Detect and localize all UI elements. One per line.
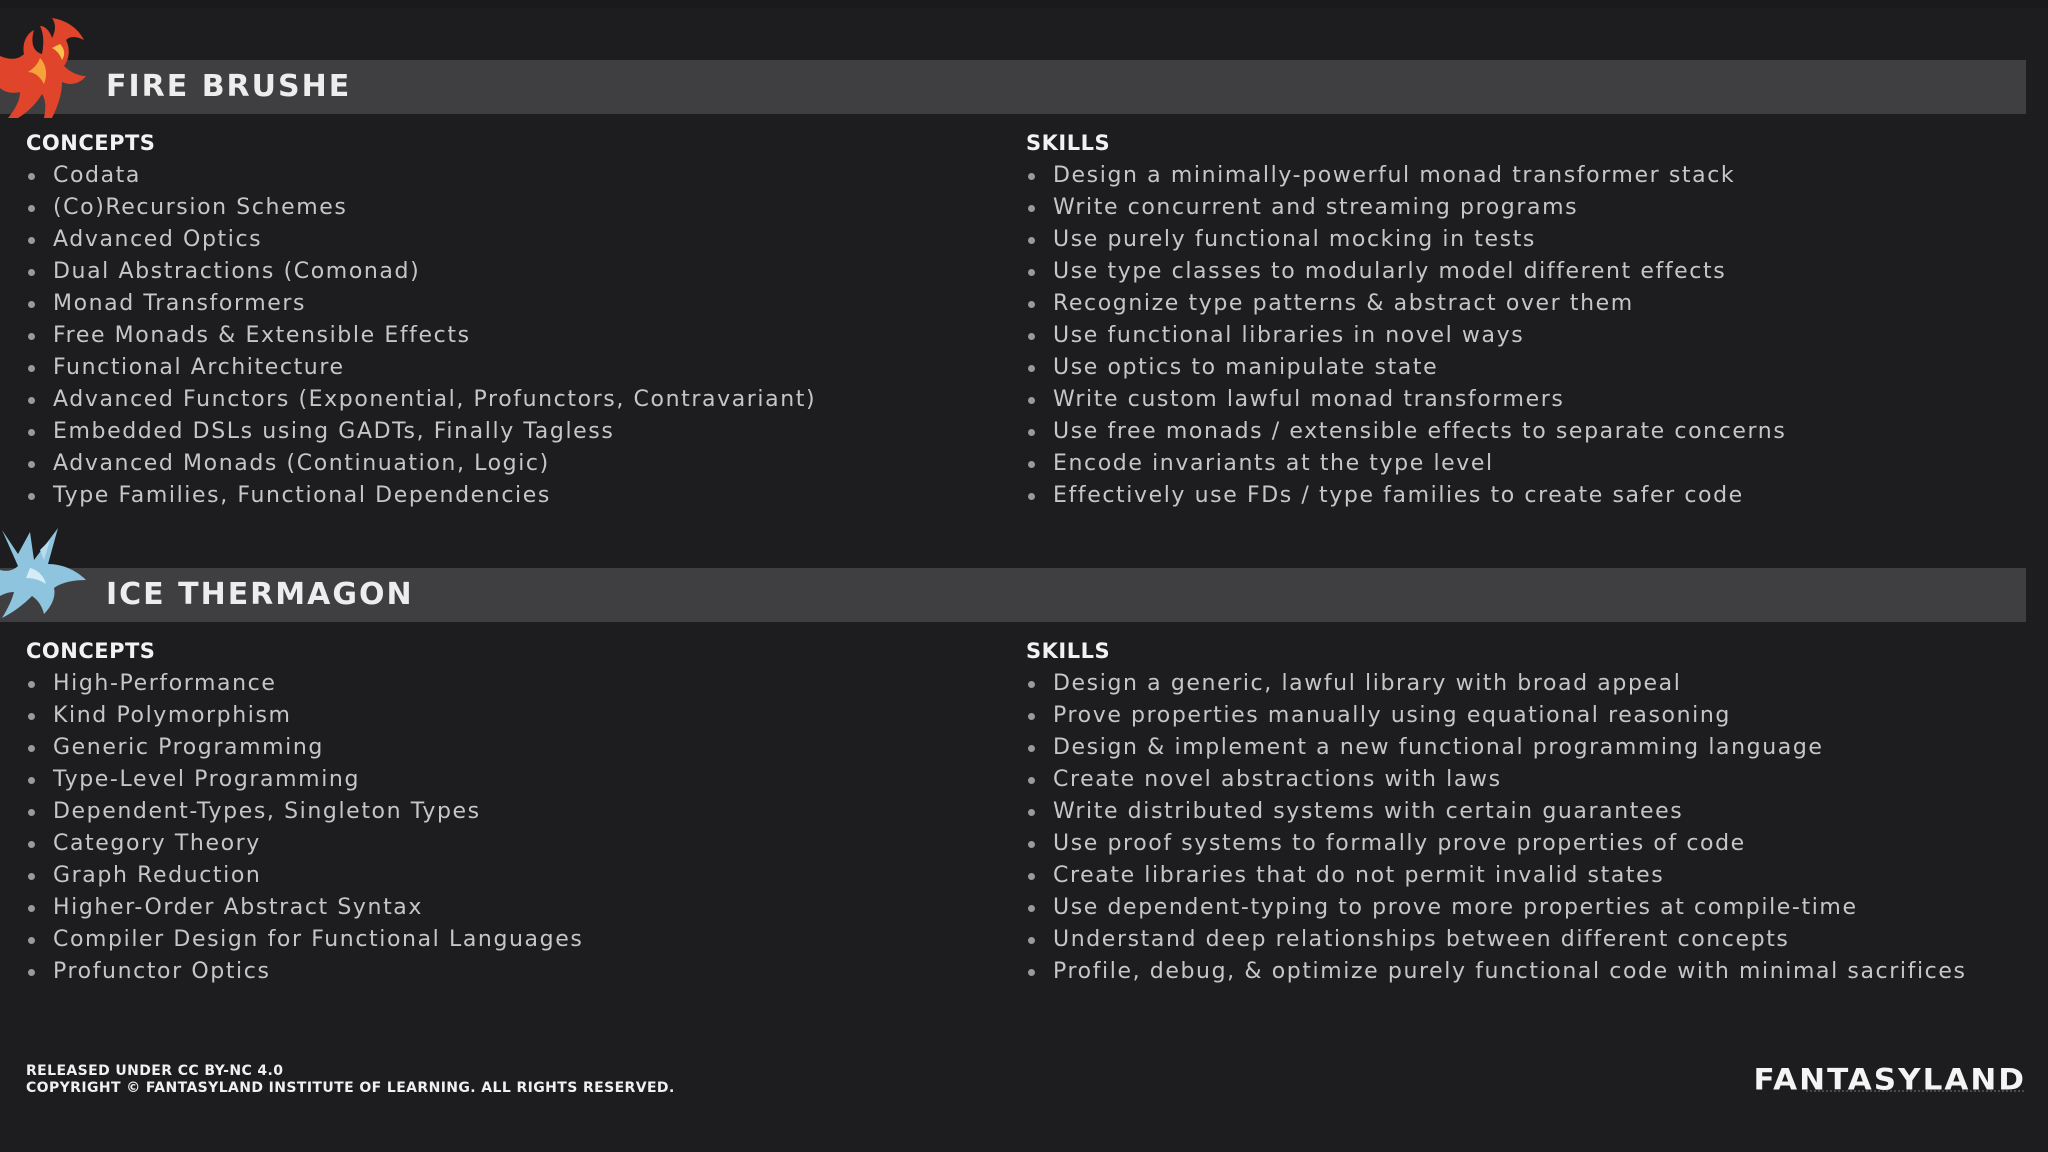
bullet-icon: [1028, 937, 1035, 944]
bullet-icon: [1028, 461, 1035, 468]
bullet-icon: [28, 237, 35, 244]
skills-column: [1026, 634, 1967, 988]
bullet-icon: [28, 205, 35, 212]
license-text: RELEASED UNDER CC BY-NC 4.0: [26, 1063, 284, 1079]
list-item: Create libraries that do not permit invalid states: [1026, 860, 1967, 892]
list-item: Use free monads / extensible effects to separate concerns: [1026, 416, 1786, 448]
bullet-icon: [1028, 429, 1035, 436]
list-item: Kind Polymorphism: [26, 700, 583, 732]
bullet-icon: [1028, 333, 1035, 340]
bullet-icon: [1028, 365, 1035, 372]
section-title: FIRE BRUSHE: [106, 69, 352, 104]
bullet-icon: [28, 365, 35, 372]
list-item: Graph Reduction: [26, 860, 583, 892]
bullet-icon: [1028, 681, 1035, 688]
list-item: Write concurrent and streaming programs: [1026, 192, 1786, 224]
bullet-icon: [1028, 745, 1035, 752]
ice-dragon-icon: [0, 520, 90, 630]
list-item: Type-Level Programming: [26, 764, 583, 796]
list-item: Advanced Functors (Exponential, Profunctors, Contravariant): [26, 384, 816, 416]
section-title: ICE THERMAGON: [106, 577, 414, 612]
copyright-text: COPYRIGHT © FANTASYLAND INSTITUTE OF LEARNING. ALL RIGHTS RESERVED.: [26, 1080, 675, 1096]
bullet-icon: [1028, 905, 1035, 912]
section-banner: [0, 60, 2026, 114]
bullet-icon: [28, 333, 35, 340]
bullet-icon: [28, 681, 35, 688]
list-item: Design & implement a new functional programming language: [1026, 732, 1967, 764]
list-item: Understand deep relationships between different concepts: [1026, 924, 1967, 956]
skills-list: [1026, 160, 1786, 512]
bullet-icon: [28, 173, 35, 180]
list-item: Design a generic, lawful library with broad appeal: [1026, 668, 1967, 700]
list-item: Design a minimally-powerful monad transformer stack: [1026, 160, 1786, 192]
concepts-column: [26, 126, 816, 512]
list-item: Free Monads & Extensible Effects: [26, 320, 816, 352]
bullet-icon: [1028, 841, 1035, 848]
bullet-icon: [1028, 301, 1035, 308]
bullet-icon: [1028, 205, 1035, 212]
bullet-icon: [28, 429, 35, 436]
bullet-icon: [1028, 173, 1035, 180]
concepts-list: [26, 668, 583, 988]
bullet-icon: [28, 841, 35, 848]
list-item: Encode invariants at the type level: [1026, 448, 1786, 480]
section-banner: [0, 568, 2026, 622]
bullet-icon: [1028, 397, 1035, 404]
list-item: Profile, debug, & optimize purely functional code with minimal sacrifices: [1026, 956, 1967, 988]
list-item: Use optics to manipulate state: [1026, 352, 1786, 384]
footer-legal: [26, 1063, 675, 1097]
list-item: Generic Programming: [26, 732, 583, 764]
list-item: Advanced Monads (Continuation, Logic): [26, 448, 816, 480]
list-item: Prove properties manually using equational reasoning: [1026, 700, 1967, 732]
bullet-icon: [1028, 777, 1035, 784]
list-item: Effectively use FDs / type families to create safer code: [1026, 480, 1786, 512]
list-item: High-Performance: [26, 668, 583, 700]
skills-list: [1026, 668, 1967, 988]
bullet-icon: [1028, 493, 1035, 500]
bullet-icon: [1028, 237, 1035, 244]
list-item: Write custom lawful monad transformers: [1026, 384, 1786, 416]
list-item: Use proof systems to formally prove properties of code: [1026, 828, 1967, 860]
list-item: Use dependent-typing to prove more properties at compile-time: [1026, 892, 1967, 924]
list-item: (Co)Recursion Schemes: [26, 192, 816, 224]
bullet-icon: [28, 493, 35, 500]
concepts-column: [26, 634, 583, 988]
bullet-icon: [28, 937, 35, 944]
list-item: Type Families, Functional Dependencies: [26, 480, 816, 512]
bullet-icon: [1028, 873, 1035, 880]
list-item: Monad Transformers: [26, 288, 816, 320]
list-item: Dependent-Types, Singleton Types: [26, 796, 583, 828]
list-item: Category Theory: [26, 828, 583, 860]
list-item: Use type classes to modularly model different effects: [1026, 256, 1786, 288]
bullet-icon: [28, 873, 35, 880]
concepts-heading: CONCEPTS: [26, 131, 156, 155]
list-item: Write distributed systems with certain guarantees: [1026, 796, 1967, 828]
fire-dragon-icon: [0, 14, 90, 124]
bullet-icon: [1028, 269, 1035, 276]
list-item: Higher-Order Abstract Syntax: [26, 892, 583, 924]
bullet-icon: [28, 809, 35, 816]
bullet-icon: [28, 397, 35, 404]
skills-heading: SKILLS: [1026, 131, 1111, 155]
list-item: Advanced Optics: [26, 224, 816, 256]
list-item: Compiler Design for Functional Languages: [26, 924, 583, 956]
list-item: Embedded DSLs using GADTs, Finally Tagless: [26, 416, 816, 448]
fantasyland-logo: FANTASYLAND: [1753, 1062, 2026, 1098]
list-item: Use purely functional mocking in tests: [1026, 224, 1786, 256]
list-item: Functional Architecture: [26, 352, 816, 384]
bullet-icon: [1028, 713, 1035, 720]
skills-column: [1026, 126, 1786, 512]
bullet-icon: [28, 713, 35, 720]
concepts-list: [26, 160, 816, 512]
list-item: Create novel abstractions with laws: [1026, 764, 1967, 796]
concepts-heading: CONCEPTS: [26, 639, 156, 663]
list-item: Recognize type patterns & abstract over them: [1026, 288, 1786, 320]
top-edge: [0, 0, 2048, 8]
bullet-icon: [28, 301, 35, 308]
list-item: Dual Abstractions (Comonad): [26, 256, 816, 288]
bullet-icon: [28, 777, 35, 784]
list-item: Codata: [26, 160, 816, 192]
list-item: Profunctor Optics: [26, 956, 583, 988]
list-item: Use functional libraries in novel ways: [1026, 320, 1786, 352]
skills-heading: SKILLS: [1026, 639, 1111, 663]
logo-underline: [1806, 1090, 2024, 1095]
bullet-icon: [28, 461, 35, 468]
bullet-icon: [28, 969, 35, 976]
bullet-icon: [28, 745, 35, 752]
bullet-icon: [1028, 809, 1035, 816]
bullet-icon: [1028, 969, 1035, 976]
bullet-icon: [28, 905, 35, 912]
bullet-icon: [28, 269, 35, 276]
